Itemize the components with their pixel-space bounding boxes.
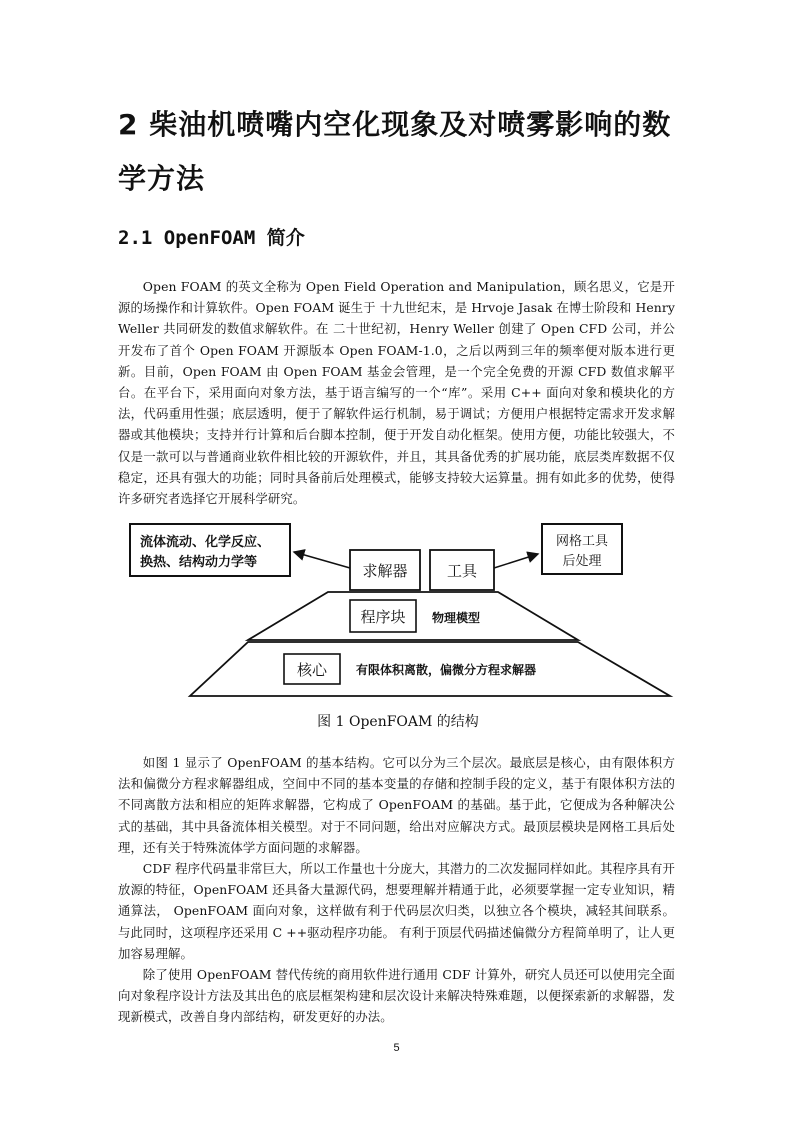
paragraph-code: CDF 程序代码量非常巨大，所以工作量也十分庞大，其潜力的二次发掘同样如此。其程序具有开放源的特征，OpenFOAM 还具备大量源代码，想要理解并精通于此，必须要掌握一定专业知识，精通算法， OpenFOAM 面向对象，这样做有利于代码层次归类，以独立各个模块，减轻其间联系。与此同时，这项程序还采用 C ++驱动程序功能。 有利于顶层代码描述偏微分方程简单明了，让人更加容易理解。	[118, 861, 675, 961]
physical-model-label: 物理模型	[432, 611, 481, 625]
solver-label: 求解器	[362, 562, 408, 580]
page-number: 5	[393, 1042, 400, 1054]
chapter-title: 2 柴油机喷嘴内空化现象及对喷雾影响的数学方法	[118, 108, 672, 195]
paragraph-research: 除了使用 OpenFOAM 替代传统的商用软件进行通用 CDF 计算外，研究人员还可以使用完全面向对象程序设计方法及其出色的底层框架构建和层次设计来解决特殊难题，以便探索新的求解器，发现新模式，改善自身内部结构，研发更好的办法。	[118, 967, 675, 1025]
program-block-label: 程序块	[360, 608, 406, 626]
paragraph-structure: 如图 1 显示了 OpenFOAM 的基本结构。它可以分为三个层次。最底层是核心，由有限体积方法和偏微分方程求解器组成，空间中不同的基本变量的存储和控制手段的定义，基于有限体积方法的不同离散方法和相应的矩阵求解器，它构成了 OpenFOAM 的基础。基于此，它便成为各种解决公式的基础，其中具备流体相关模型。对于不同问题，给出对应解决方式。最顶层模块是网格工具后处理，还有关于特殊流体学方面问题的求解器。	[118, 755, 675, 855]
mesh-tools-line1: 网格工具	[555, 534, 609, 549]
mesh-tools-line2: 后处理	[562, 554, 602, 569]
paragraph-intro: Open FOAM 的英文全称为 Open Field Operation and Manipulation，顾名思义，它是开源的场操作和计算软件。Open FOAM 诞生于 十九世纪末，是 Hrvoje Jasak 在博士阶段和 Henry Weller 共同研发的数值求解软件。在 二十世纪初，Henry Weller 创建了 Open CFD 公司，并公开发布了首个 Open FOAM 开源版本 Open FOAM-1.0，之后以两到三年的频率便对版本进行更新。目前，Open FOAM 由 Open FOAM 基金会管理，是一个完全免费的开源 CFD 数值求解平台。在平台下，采用面向对象方法，基于语言编写的一个“库”。采用 C++ 面向对象和模块化的方法，代码重用性强；底层透明，便于了解软件运行机制，易于调试；方便用户根据特定需求开发求解器或其他模块；支持并行计算和后台脚本控制，便于开发自动化框架。使用方便，功能比较强大，不仅是一款可以与普通商业软件相比较的开源软件，并且，其具备优秀的扩展功能，底层类库数据不仅稳定，还具有强大的功能；同时具备前后处理模式，能够支持较大运算量。拥有如此多的优势，使得许多研究者选择它开展科学研究。	[118, 279, 675, 507]
structure-diagram	[118, 514, 678, 706]
figure-caption: 图 1 OpenFOAM 的结构	[317, 714, 479, 730]
tools-label: 工具	[446, 562, 478, 580]
application-box-line2: 换热、结构动力学等	[140, 555, 258, 570]
core-description: 有限体积离散，偏微分方程求解器	[356, 663, 537, 677]
application-box-line1: 流体流动、化学反应、	[140, 535, 271, 550]
section-title: 2.1 OpenFOAM 简介	[118, 227, 305, 249]
core-label: 核心	[296, 661, 328, 679]
arrow-right	[494, 554, 538, 568]
arrow-left	[294, 552, 350, 568]
openfoam-structure-figure	[118, 514, 678, 706]
